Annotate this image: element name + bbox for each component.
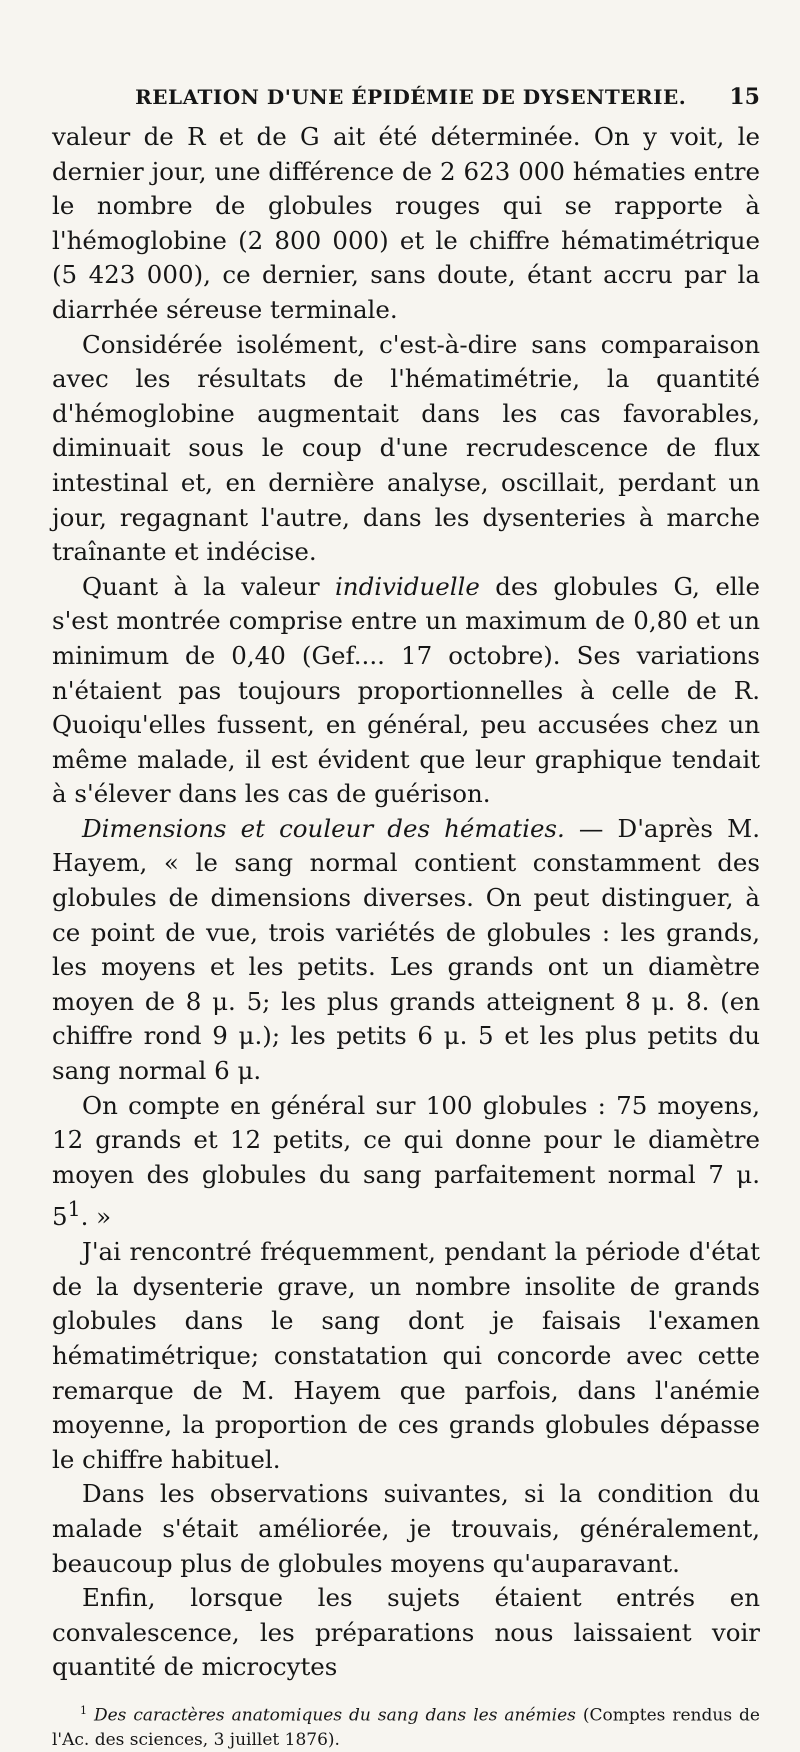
paragraph-8: Enfin, lorsque les sujets étaient entrés en convalescence, les préparations nous laissaient voir quantité de microcytes [52,1583,760,1682]
paragraph-3-text-b: des globules G, elle s'est montrée comprise entre un maximum de 0,80 et un minimum de 0,40 (Gef.... 17 octobre). Ses variations n'étaient pas toujours proportionnelles à celle de R. Quoiqu'elles fussent, en général, peu accusées chez un même malade, il est évident que leur graphique tendait à s'élever dans les cas de guérison. [52,571,760,809]
footnote-text: (Comptes rendus de l'Ac. des sciences, 3 juillet 1876). [52,1705,760,1750]
paragraph-5 [52,1089,760,1236]
footnote-title: Des caractères anatomiques du sang dans les anémies [93,1705,576,1726]
paragraph-4-text: — D'après M. Hayem, « le sang normal contient constamment des globules de dimensions diverses. On peut distinguer, à ce point de vue, trois variétés de globules : les grands, les moyens et les petits. Les grands ont un diamètre moyen de 8 μ. 5; les plus grands atteignent 8 μ. 8. (en chiffre rond 9 μ.); les petits 6 μ. 5 et les plus petits du sang normal 6 μ. [52,813,760,1086]
body-text [52,120,760,1685]
paragraph-3-text-a: Quant à la valeur [82,571,335,601]
paragraph-1: valeur de R et de G ait été déterminée. On y voit, le dernier jour, une différence de 2 623 000 hématies entre le nombre de globules rouges qui se rapporte à l'hémoglobine (2 800 000) et le chiffre hématimétrique (5 423 000), ce dernier, sans doute, étant accru par la diarrhée séreuse terminale. [52,122,760,324]
paragraph-3 [52,570,760,812]
footnote [52,1699,760,1752]
paragraph-2: Considérée isolément, c'est-à-dire sans comparaison avec les résultats de l'hématimétrie, la quantité d'hémoglobine augmentait dans les cas favorables, diminuait sous le coup d'une recrudescence de flux intestinal et, en dernière analyse, oscillait, perdant un jour, regagnant l'autre, dans les dysenteries à marche traînante et indécise. [52,329,760,567]
section-heading-dimensions: Dimensions et couleur des hématies. [82,813,565,843]
paragraph-6: J'ai rencontré fréquemment, pendant la période d'état de la dysenterie grave, un nombre insolite de grands globules dans le sang dont je faisais l'examen hématimétrique; constatation qui concorde avec cette remarque de M. Hayem que parfois, dans l'anémie moyenne, la proportion de ces grands globules dépasse le chiffre habituel. [52,1237,760,1474]
paragraph-5-text-b: . » [80,1202,112,1232]
paragraph-3-emphasis: individuelle [334,571,480,601]
page-number: 15 [729,84,760,110]
paragraph-7: Dans les observations suivantes, si la condition du malade s'était améliorée, je trouvais, généralement, beaucoup plus de globules moyens qu'auparavant. [52,1479,760,1578]
paragraph-4 [52,812,760,1089]
footnote-reference: 1 [67,1197,81,1222]
paragraph-5-text-a: On compte en général sur 100 globules : 75 moyens, 12 grands et 12 petits, ce qui donne pour le diamètre moyen des globules du sang parfaitement normal 7 μ. 5 [52,1090,760,1232]
page-header [52,84,760,110]
footnote-marker: 1 [80,1703,87,1717]
running-title: RELATION D'UNE ÉPIDÉMIE DE DYSENTERIE. [135,85,687,109]
